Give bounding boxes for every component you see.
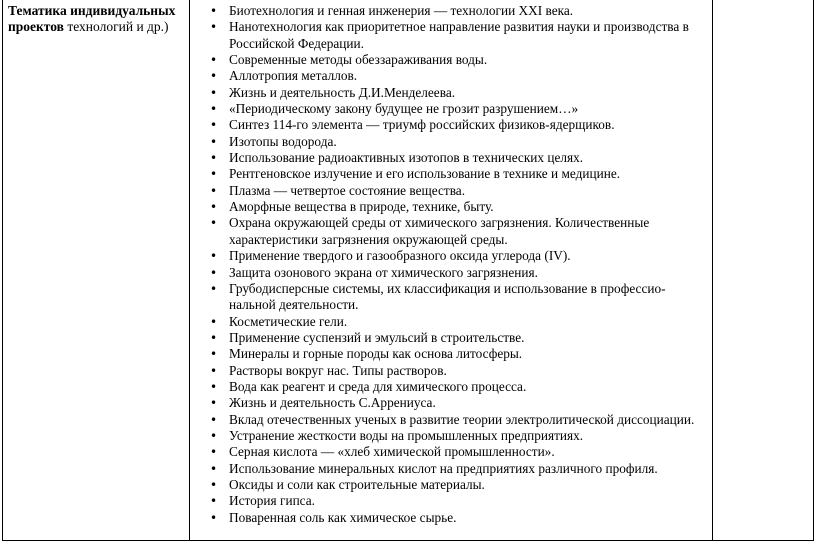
list-item: • Оксиды и соли как строительные материалы. <box>190 477 712 493</box>
list-item: • Биотехнология и генная инженерия — технологии XXI века. <box>190 3 712 19</box>
list-item: • Защита озонового экрана от химического загрязнения. <box>190 265 712 281</box>
list-item: • Растворы вокруг нас. Типы растворов. <box>190 363 712 379</box>
list-item: • «Периодическому закону будущее не грозит разрушением…» <box>190 101 712 117</box>
list-item: • Охрана окружающей среды от химического загрязнения. Количественные характеристики загрязнения окружающей среды. <box>190 215 712 248</box>
table-row <box>3 0 814 541</box>
section-heading <box>3 0 189 35</box>
list-item: • Минералы и горные породы как основа литосферы. <box>190 346 712 362</box>
list-item: • Жизнь и деятельность Д.И.Менделеева. <box>190 85 712 101</box>
list-item: • Изотопы водорода. <box>190 134 712 150</box>
list-item: • Жизнь и деятельность С.Аррениуса. <box>190 395 712 411</box>
empty-cell <box>713 0 814 541</box>
heading-cell <box>3 0 190 541</box>
list-item: • Плазма — четвертое состояние вещества. <box>190 183 712 199</box>
list-item: • Поваренная соль как химическое сырье. <box>190 510 712 526</box>
list-item: • Применение твердого и газообразного оксида углерода (IV). <box>190 248 712 264</box>
list-item: • Устранение жесткости воды на промышленных предприятиях. <box>190 428 712 444</box>
topics-list <box>190 0 712 526</box>
list-item: • Использование радиоактивных изотопов в технических целях. <box>190 150 712 166</box>
list-item: • Косметические гели. <box>190 314 712 330</box>
list-item: • Современные методы обеззараживания воды. <box>190 52 712 68</box>
list-item: • Вода как реагент и среда для химического процесса. <box>190 379 712 395</box>
list-item: • Использование минеральных кислот на предприятиях различного профиля. <box>190 461 712 477</box>
topics-cell <box>190 0 713 541</box>
list-item: • Рентгеновское излучение и его использование в технике и медицине. <box>190 166 712 182</box>
list-item: • Синтез 114-го элемента — триумф российских физиков-ядерщиков. <box>190 117 712 133</box>
list-item: • Грубодисперсные системы, их классификация и использование в профессио-нальной деятельности. <box>190 281 712 314</box>
projects-table <box>2 0 814 541</box>
heading-normal-text: технологий и др.) <box>63 19 169 34</box>
list-item: • Нанотехнология как приоритетное направление развития науки и производства в Российской Федерации. <box>190 19 712 52</box>
list-item: • Применение суспензий и эмульсий в строительстве. <box>190 330 712 346</box>
list-item: • Аллотропия металлов. <box>190 68 712 84</box>
list-item: • Вклад отечественных ученых в развитие теории электролитической диссоциации. <box>190 412 712 428</box>
list-item: • История гипса. <box>190 493 712 509</box>
heading-bold-text: Тематика индивидуальных проектов <box>8 3 176 34</box>
list-item: • Серная кислота — «хлеб химической промышленности». <box>190 444 712 460</box>
list-item: • Аморфные вещества в природе, технике, быту. <box>190 199 712 215</box>
